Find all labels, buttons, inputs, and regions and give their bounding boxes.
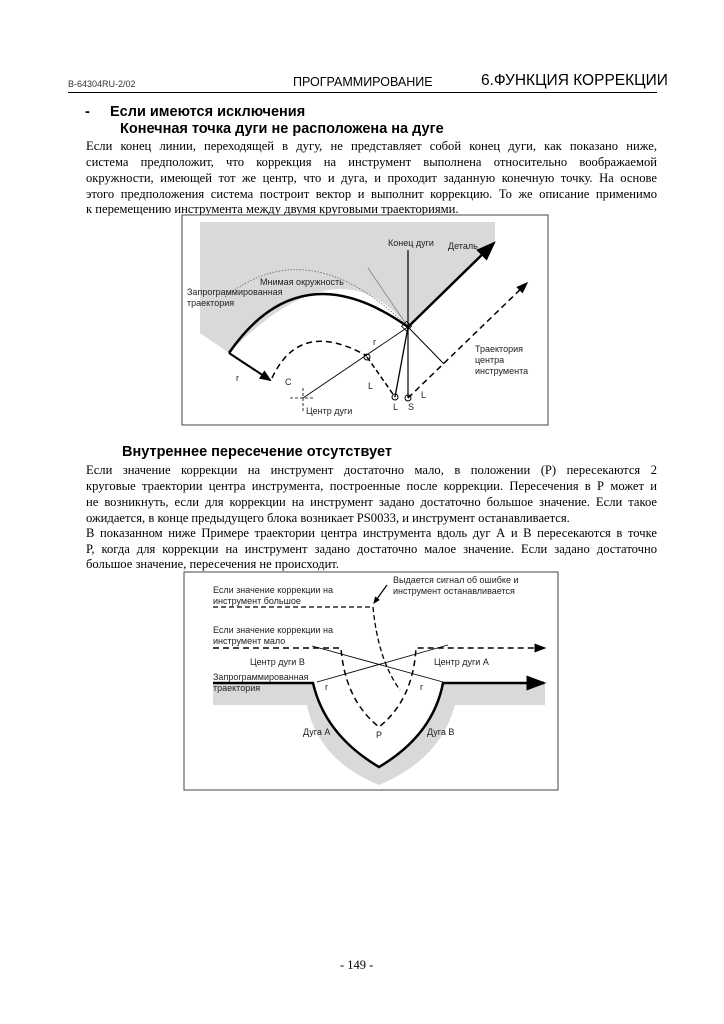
label-programmed-path: траектория bbox=[187, 298, 235, 308]
label-large-offset: инструмент большое bbox=[213, 596, 301, 606]
page-number: - 149 - bbox=[340, 958, 374, 972]
label-tool-center-path: центра bbox=[475, 355, 505, 365]
label-tool-center-path: Траектория bbox=[475, 344, 523, 354]
paragraph-line: Р, когда для коррекции на инструмент задано достаточно малое значение. Если задано достаточно bbox=[86, 542, 657, 556]
label-workpiece: Деталь bbox=[448, 241, 478, 251]
label-small-offset: инструмент мало bbox=[213, 636, 286, 646]
label-l: L bbox=[393, 402, 399, 412]
label-c: C bbox=[285, 377, 292, 387]
section-name: ПРОГРАММИРОВАНИЕ bbox=[293, 75, 433, 89]
label-arc-end: Конец дуги bbox=[388, 238, 434, 248]
label-programmed-path: Запрограммированная bbox=[187, 287, 283, 297]
paragraph-line: Если значение коррекции на инструмент достаточно мало, в положении (Р) пересекаются 2 bbox=[86, 463, 657, 477]
bullet: - bbox=[85, 104, 90, 120]
label-alarm: Выдается сигнал об ошибке и bbox=[393, 575, 519, 585]
label-large-offset: Если значение коррекции на bbox=[213, 585, 333, 595]
radius-line-b bbox=[312, 646, 443, 682]
radius-line-a bbox=[317, 645, 448, 682]
label-imaginary-circle: Мнимая окружность bbox=[260, 277, 344, 287]
paragraph-line: ожидается, в конце предыдущего блока возникает PS0033, и инструмент останавливается. bbox=[86, 511, 570, 525]
alarm-pointer bbox=[374, 585, 387, 603]
section-heading: Если имеются исключения bbox=[110, 104, 306, 120]
label-programmed-path: Запрограммированная bbox=[213, 672, 309, 682]
label-s: S bbox=[408, 402, 415, 412]
label-l: L bbox=[421, 390, 427, 400]
paragraph-line: окружности, имеющей тот же центр, что и дуга, и проходит заданную конечную точку. На основе bbox=[86, 171, 657, 185]
paragraph-line: к перемещению инструмента между двумя круговыми траекториями. bbox=[86, 202, 459, 216]
paragraph-line: Если конец линии, переходящей в дугу, не представляет собой конец дуги, как показано ниже, bbox=[86, 139, 657, 153]
label-arc-a: Дуга A bbox=[303, 727, 331, 737]
subsection-heading: Конечная точка дуги не расположена на дуге bbox=[120, 121, 444, 137]
label-alarm: инструмент останавливается bbox=[393, 586, 515, 596]
label-center-b: Центр дуги B bbox=[250, 657, 305, 667]
label-r: r bbox=[420, 682, 423, 692]
document-id: B-64304RU-2/02 bbox=[68, 79, 136, 89]
paragraph-line: не возникнуть, если для коррекции на инструмент задано достаточно большое значение. Если такое bbox=[86, 495, 657, 509]
paragraph-line: В показанном ниже Примере траектории центра инструмента вдоль дуг А и В пересекаются в точке bbox=[86, 526, 657, 540]
label-arc-center: Центр дуги bbox=[306, 406, 353, 416]
label-arc-b: Дуга B bbox=[427, 727, 455, 737]
label-r: r bbox=[325, 682, 328, 692]
label-center-a: Центр дуги A bbox=[434, 657, 489, 667]
label-r: r bbox=[236, 373, 239, 383]
paragraph-line: система предположит, что коррекция на инструмент выполнена относительно воображаемой bbox=[86, 155, 657, 169]
chapter-title: 6.ФУНКЦИЯ КОРРЕКЦИИ bbox=[481, 72, 668, 89]
label-p: P bbox=[376, 730, 383, 740]
label-l: L bbox=[368, 381, 374, 391]
label-programmed-path: траектория bbox=[213, 683, 261, 693]
paragraph-line: круговые траектории центра инструмента, построенные после коррекции. Пересечения в Р может и bbox=[86, 479, 657, 493]
subsection-heading: Внутреннее пересечение отсутствует bbox=[122, 444, 392, 460]
paragraph-line: большое значение, пересечения не происходит. bbox=[86, 557, 340, 571]
paragraph-line: этого предположения система построит вектор и выполнит коррекцию. То же описание применимо bbox=[86, 187, 657, 201]
label-r: r bbox=[373, 337, 376, 347]
label-tool-center-path: инструмента bbox=[475, 366, 529, 376]
label-small-offset: Если значение коррекции на bbox=[213, 625, 333, 635]
